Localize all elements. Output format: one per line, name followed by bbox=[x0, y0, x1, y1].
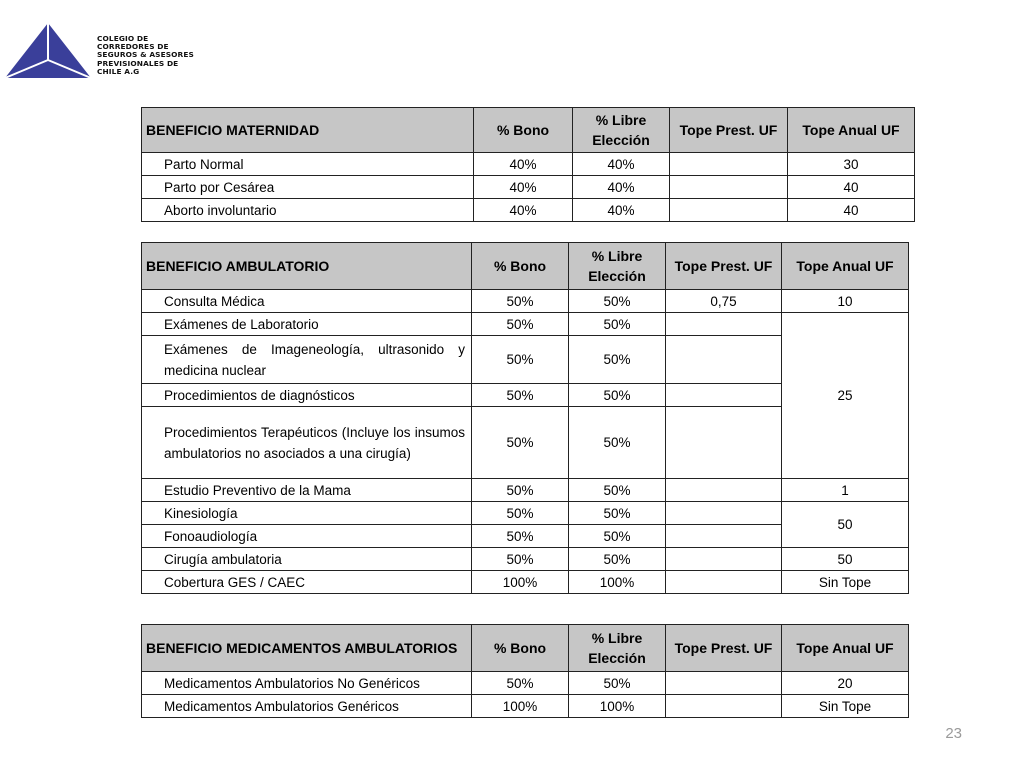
cell: 1 bbox=[782, 479, 909, 502]
cell: 50% bbox=[569, 313, 666, 336]
header-cell: Tope Anual UF bbox=[782, 243, 909, 290]
logo-line: COLEGIO DE bbox=[97, 34, 149, 43]
cell: 50% bbox=[569, 336, 666, 384]
cell: 20 bbox=[782, 672, 909, 695]
logo-text bbox=[97, 35, 194, 76]
cell bbox=[666, 313, 782, 336]
cell bbox=[670, 153, 788, 176]
row-label: Medicamentos Ambulatorios No Genéricos bbox=[142, 672, 472, 695]
table-row bbox=[142, 153, 915, 176]
cell: 50% bbox=[569, 384, 666, 407]
cell: 50% bbox=[472, 548, 569, 571]
row-label: Kinesiología bbox=[142, 502, 472, 525]
header-cell: Tope Anual UF bbox=[782, 625, 909, 672]
cell: 50% bbox=[472, 525, 569, 548]
header-cell: Tope Prest. UF bbox=[666, 243, 782, 290]
table-row bbox=[142, 672, 909, 695]
cell bbox=[666, 336, 782, 384]
row-label: Medicamentos Ambulatorios Genéricos bbox=[142, 695, 472, 718]
header-cell: BENEFICIO AMBULATORIO bbox=[142, 243, 472, 290]
cell: 0,75 bbox=[666, 290, 782, 313]
row-label: Aborto involuntario bbox=[142, 199, 474, 222]
cell bbox=[666, 407, 782, 479]
cell: 50% bbox=[569, 525, 666, 548]
cell: Sin Tope bbox=[782, 695, 909, 718]
header-cell: Tope Anual UF bbox=[788, 108, 915, 153]
triangle-logo-icon bbox=[4, 22, 92, 80]
cell: 50% bbox=[569, 548, 666, 571]
table-header-row bbox=[142, 625, 909, 672]
cell: 40 bbox=[788, 176, 915, 199]
row-label: Fonoaudiología bbox=[142, 525, 472, 548]
cell bbox=[666, 479, 782, 502]
row-label: Estudio Preventivo de la Mama bbox=[142, 479, 472, 502]
header-cell: % Bono bbox=[474, 108, 573, 153]
row-label: Parto Normal bbox=[142, 153, 474, 176]
cell: 50 bbox=[782, 548, 909, 571]
merged-cell: 25 bbox=[782, 313, 909, 479]
cell: 50% bbox=[569, 290, 666, 313]
cell: 100% bbox=[569, 571, 666, 594]
cell: 50% bbox=[569, 672, 666, 695]
row-label: Parto por Cesárea bbox=[142, 176, 474, 199]
row-label: Exámenes de Laboratorio bbox=[142, 313, 472, 336]
page-number: 23 bbox=[945, 725, 962, 742]
cell: 40% bbox=[474, 153, 573, 176]
cell: 50% bbox=[569, 479, 666, 502]
cell: 100% bbox=[472, 571, 569, 594]
logo-line: CORREDORES DE bbox=[97, 42, 169, 52]
table-header-row bbox=[142, 108, 915, 153]
logo-line: CHILE A.G bbox=[97, 66, 140, 76]
table-row bbox=[142, 548, 909, 571]
header-cell: BENEFICIO MEDICAMENTOS AMBULATORIOS bbox=[142, 625, 472, 672]
cell: 50% bbox=[472, 672, 569, 695]
table-row bbox=[142, 313, 909, 336]
header-cell: Tope Prest. UF bbox=[666, 625, 782, 672]
cell bbox=[666, 695, 782, 718]
cell bbox=[666, 548, 782, 571]
cell bbox=[666, 672, 782, 695]
cell: 100% bbox=[569, 695, 666, 718]
cell: 40% bbox=[474, 199, 573, 222]
cell: 50% bbox=[472, 479, 569, 502]
header-cell: % Bono bbox=[472, 243, 569, 290]
cell: Sin Tope bbox=[782, 571, 909, 594]
table-row bbox=[142, 571, 909, 594]
cell bbox=[670, 199, 788, 222]
table-row bbox=[142, 695, 909, 718]
header-cell: % Libre Elección bbox=[573, 108, 670, 153]
cell: 100% bbox=[472, 695, 569, 718]
row-label: Exámenes de Imageneología, ultrasonido y medicina nuclear bbox=[142, 336, 472, 384]
merged-cell: 50 bbox=[782, 502, 909, 548]
row-label: Procedimientos de diagnósticos bbox=[142, 384, 472, 407]
cell bbox=[666, 502, 782, 525]
maternidad-table bbox=[141, 107, 915, 222]
medicamentos-table bbox=[141, 624, 909, 718]
table-row bbox=[142, 176, 915, 199]
row-label: Consulta Médica bbox=[142, 290, 472, 313]
cell: 40 bbox=[788, 199, 915, 222]
cell: 50% bbox=[472, 313, 569, 336]
logo-line: SEGUROS & ASESORES bbox=[97, 50, 194, 60]
header-cell: Tope Prest. UF bbox=[670, 108, 788, 153]
cell: 40% bbox=[474, 176, 573, 199]
cell: 40% bbox=[573, 199, 670, 222]
cell bbox=[666, 384, 782, 407]
ambulatorio-table bbox=[141, 242, 909, 594]
cell: 50% bbox=[472, 290, 569, 313]
row-label: Cobertura GES / CAEC bbox=[142, 571, 472, 594]
table-row bbox=[142, 479, 909, 502]
cell: 50% bbox=[472, 407, 569, 479]
cell: 30 bbox=[788, 153, 915, 176]
cell bbox=[666, 525, 782, 548]
header-cell: % Libre Elección bbox=[569, 243, 666, 290]
table-row bbox=[142, 290, 909, 313]
cell: 50% bbox=[472, 502, 569, 525]
header-cell: % Bono bbox=[472, 625, 569, 672]
header-cell: BENEFICIO MATERNIDAD bbox=[142, 108, 474, 153]
cell: 50% bbox=[569, 502, 666, 525]
cell: 10 bbox=[782, 290, 909, 313]
row-label: Cirugía ambulatoria bbox=[142, 548, 472, 571]
cell: 50% bbox=[472, 336, 569, 384]
cell: 40% bbox=[573, 153, 670, 176]
header-cell: % Libre Elección bbox=[569, 625, 666, 672]
row-label: Procedimientos Terapéuticos (Incluye los insumos ambulatorios no asociados a una cirugía) bbox=[142, 407, 472, 479]
cell: 40% bbox=[573, 176, 670, 199]
cell bbox=[670, 176, 788, 199]
cell: 50% bbox=[472, 384, 569, 407]
cell: 50% bbox=[569, 407, 666, 479]
logo-line: PREVISIONALES DE bbox=[97, 58, 179, 68]
table-row bbox=[142, 199, 915, 222]
table-row bbox=[142, 502, 909, 525]
table-header-row bbox=[142, 243, 909, 290]
cell bbox=[666, 571, 782, 594]
